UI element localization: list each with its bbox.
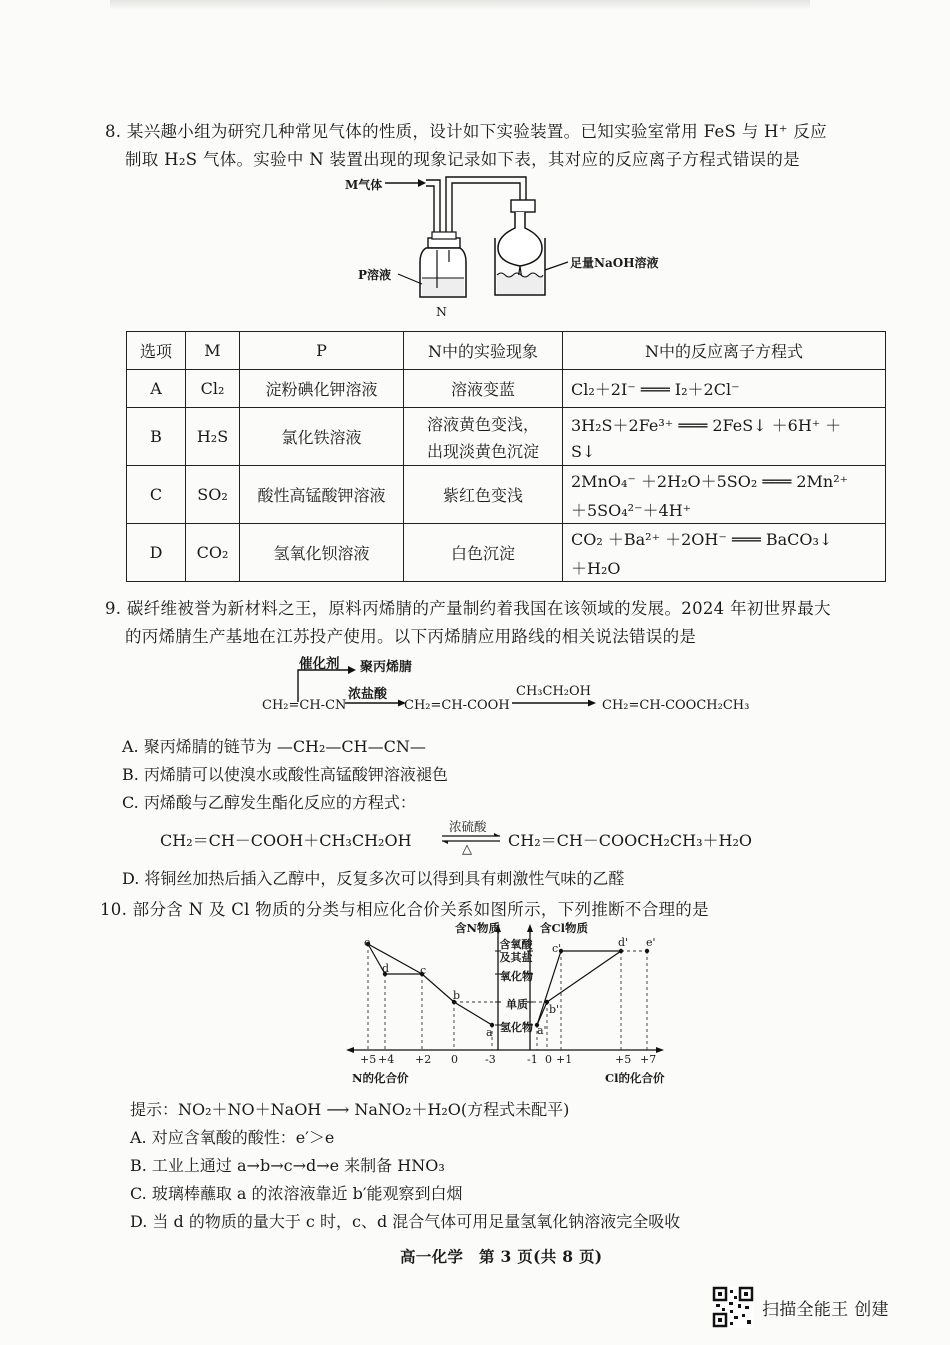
category-oxide: 氧化物 [500,970,533,983]
cell-m: H₂S [186,408,240,466]
cell-phenomenon: 白色沉淀 [404,524,563,582]
cell-phenomenon [404,408,563,466]
point-e: e [364,936,371,949]
category-oxyacid: 含氧酸及其盐 [499,938,533,964]
equation-line2: S↓ [571,441,596,461]
cell-m: Cl₂ [186,370,240,408]
point-d-prime: d' [618,936,629,949]
cell-m: CO₂ [186,524,240,582]
q8-stem-line2: 制取 H₂S 气体。实验中 N 装置出现的现象记录如下表，其对应的反应离子方程式错误的是 [125,150,800,169]
cell-equation [563,466,886,524]
th-p: P [240,332,404,370]
cell-equation [563,524,886,582]
cell-p: 氢氧化钡溶液 [240,524,404,582]
q10-stem: 10. 部分含 N 及 Cl 物质的分类与相应化合价关系如图所示，下列推断不合理的是 [100,900,709,919]
table-row [127,370,886,408]
cell-option: B [127,408,186,466]
th-equation: N中的反应离子方程式 [563,332,886,370]
equation-line1: CO₂ ＋Ba²⁺ ＋2OH⁻ ═══ BaCO₃↓ [571,529,833,549]
cell-p: 氯化铁溶液 [240,408,404,466]
scanner-watermark: 扫描全能王 创建 [762,1300,889,1320]
q9-stem-line1: 9. 碳纤维被誉为新材料之王，原料丙烯腈的产量制约着我国在该领域的发展。2024 年初世界最大 [105,599,831,618]
cl-tick: +1 [556,1053,573,1066]
route-ethanol: CH₃CH₂OH [516,684,591,699]
cl-tick: -1 [527,1053,538,1066]
gas-label: M气体 [345,178,383,192]
route-polymer: 聚丙烯腈 [360,660,413,675]
cell-phenomenon: 溶液变蓝 [404,370,563,408]
q10-hint: 提示：NO₂＋NO＋NaOH ⟶ NaNO₂＋H₂O(方程式未配平) [130,1100,570,1119]
q9-option-c-cond-bottom: △ [462,842,472,857]
point-c-prime: c' [552,942,562,955]
table-row [127,466,886,524]
q9-option-a: A. 聚丙烯腈的链节为 —CH₂—CH—CN— [122,737,426,756]
route-start: CH₂=CH-CN [262,698,347,713]
bottle-n-label: N [436,304,447,319]
cell-option: A [127,370,186,408]
table-row [127,524,886,582]
q9-option-c-cond-top: 浓硫酸 [449,819,487,834]
q9-option-c-eq-left: CH₂＝CH－COOH＋CH₃CH₂OH [160,831,412,850]
q8-apparatus-diagram [340,170,680,320]
cell-p: 淀粉碘化钾溶液 [240,370,404,408]
cl-axis-title: 含Cl物质 [540,921,589,935]
equation-line2: ＋5SO₄²⁻＋4H⁺ [571,500,692,520]
cl-tick: 0 [545,1053,552,1066]
category-element: 单质 [506,998,528,1011]
point-a: a [486,1026,493,1039]
phenomenon-line1: 溶液黄色变浅， [426,414,539,434]
point-e-prime: e' [646,936,656,949]
cell-equation [563,408,886,466]
cell-option: D [127,524,186,582]
point-d: d [382,962,390,975]
cell-equation: Cl₂＋2I⁻ ═══ I₂＋2Cl⁻ [563,370,886,408]
q10-option-d: D. 当 d 的物质的量大于 c 时，c、d 混合气体可用足量氢氧化钠溶液完全吸收 [130,1212,681,1231]
route-hcl: 浓盐酸 [348,687,388,702]
q9-option-c-eq-right: CH₂＝CH－COOCH₂CH₃＋H₂O [508,831,752,850]
q9-option-c: C. 丙烯酸与乙醇发生酯化反应的方程式： [122,793,416,812]
equation-line1: 3H₂S＋2Fe³⁺ ═══ 2FeS↓ ＋6H⁺ ＋ [571,415,842,435]
equation-line1: 2MnO₄⁻ ＋2H₂O＋5SO₂ ═══ 2Mn²⁺ [571,471,849,491]
route-acid: CH₂=CH-COOH [404,698,510,713]
n-axis-title: 含N物质 [455,921,501,935]
n-axis-label: N的化合价 [352,1071,409,1085]
n-tick: +2 [415,1053,432,1066]
n-tick: 0 [451,1053,458,1066]
q10-option-b: B. 工业上通过 a→b→c→d→e 来制备 HNO₃ [130,1156,445,1175]
naoh-label: 足量NaOH溶液 [570,256,659,270]
n-tick: +5 [360,1053,377,1066]
q10-option-c: C. 玻璃棒蘸取 a 的浓溶液靠近 b′能观察到白烟 [130,1184,463,1203]
table-header-row [127,332,886,370]
scan-top-shadow [110,0,810,10]
cl-tick: +7 [640,1053,657,1066]
qr-code-icon [712,1286,754,1328]
n-tick: +4 [378,1053,395,1066]
cl-tick: +5 [615,1053,632,1066]
liquid-label: P溶液 [358,268,392,282]
q9-stem-line2: 的丙烯腈生产基地在江苏投产使用。以下丙烯腈应用路线的相关说法错误的是 [125,627,697,646]
page-footer: 高一化学 第 3 页(共 8 页) [400,1247,603,1266]
q8-stem-line1: 8. 某兴趣小组为研究几种常见气体的性质，设计如下实验装置。已知实验室常用 FeS 与 H⁺ 反应 [105,122,827,141]
point-b-prime: b' [549,1003,560,1016]
cl-axis-label: Cl的化合价 [605,1071,665,1085]
cell-p: 酸性高锰酸钾溶液 [240,466,404,524]
q9-option-b: B. 丙烯腈可以使溴水或酸性高锰酸钾溶液褪色 [122,765,448,784]
q8-table [126,331,886,582]
route-catalyst: 催化剂 [299,656,340,672]
th-option: 选项 [127,332,186,370]
point-a-prime: a' [537,1024,547,1037]
q9-option-d: D. 将铜丝加热后插入乙醇中，反复多次可以得到具有刺激性气味的乙醛 [122,869,625,888]
point-c: c [420,964,427,977]
n-tick: -3 [485,1053,496,1066]
th-m: M [186,332,240,370]
table-row [127,408,886,466]
point-b: b [453,989,461,1002]
phenomenon-line2: 出现淡黄色沉淀 [426,441,539,461]
cell-phenomenon: 紫红色变浅 [404,466,563,524]
equation-line2: ＋H₂O [571,558,621,578]
cell-m: SO₂ [186,466,240,524]
q10-option-a: A. 对应含氧酸的酸性：e′＞e [130,1128,335,1147]
th-phenomenon: N中的实验现象 [404,332,563,370]
route-ester: CH₂=CH-COOCH₂CH₃ [602,698,750,713]
cell-option: C [127,466,186,524]
category-hydride: 氢化物 [500,1021,533,1034]
